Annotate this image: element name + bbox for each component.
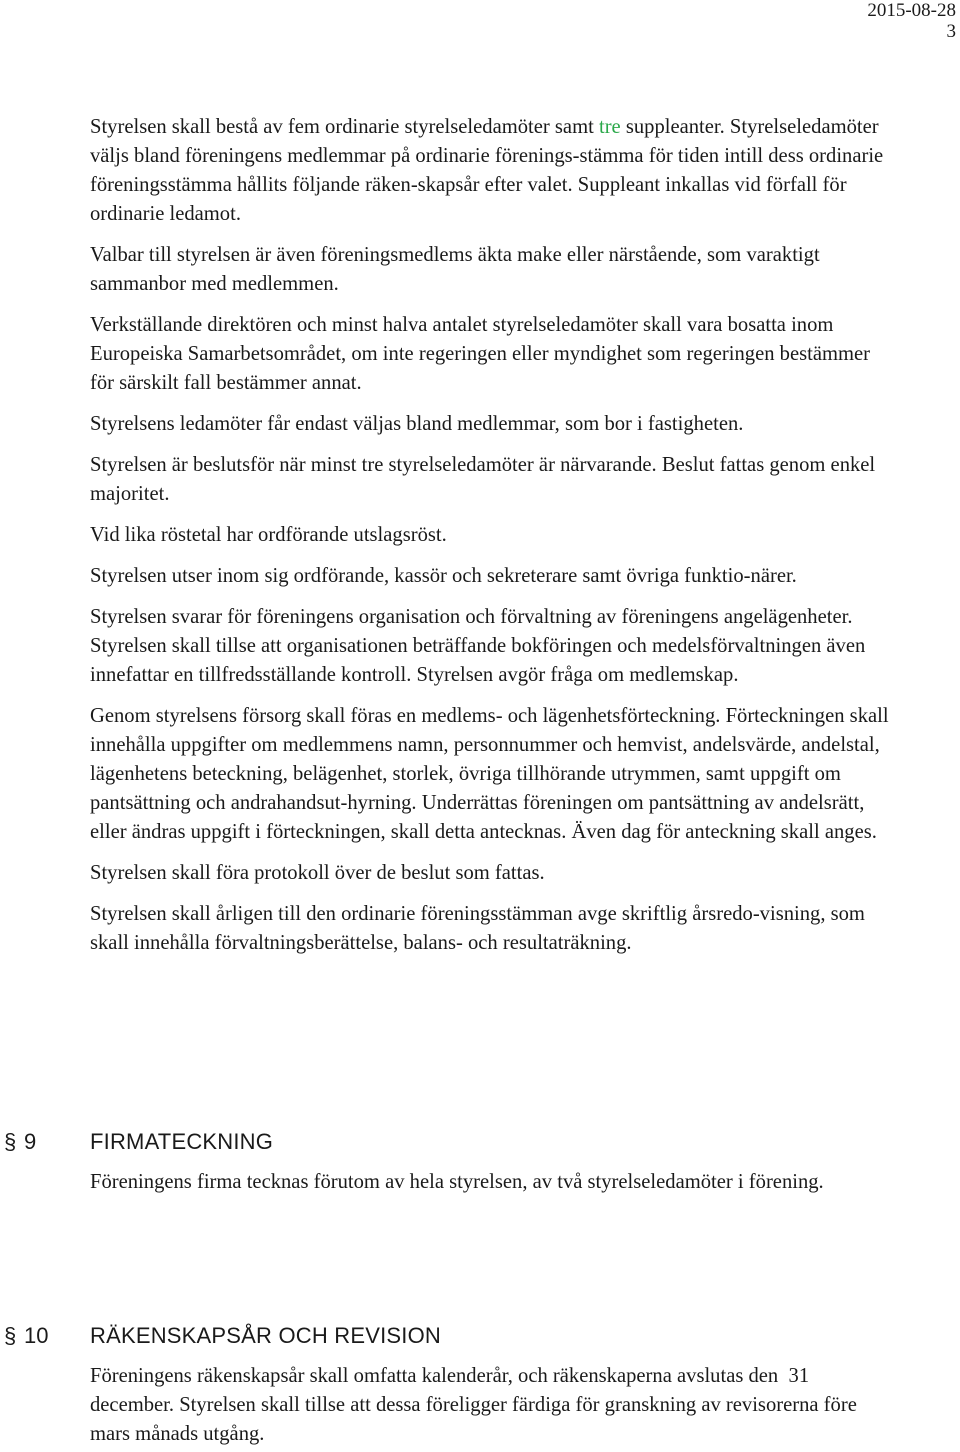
section-title: FIRMATECKNING [90,1129,274,1154]
section-symbol: § [4,1323,17,1348]
section-symbol: § [4,1129,17,1154]
paragraph-register: Genom styrelsens försorg skall föras en medlems- och lägenhetsförteckning. Förteckningen skall innehålla uppgifter om medlemmens namn, personnummer och hemvist, andelsvärde, andelstal, lägenhetens beteckning, belägenhet, storlek, övriga tillhörande utrymmen, samt uppgift om pantsättning och andrahandsut-hyrning. Underrättas föreningen om pantsättning av andelsrätt, eller ändras uppgift i förteckningen, skall detta antecknas. Även dag för anteckning skall anges. [90,705,889,843]
section-heading [0,1126,960,1160]
section-heading [0,1320,960,1354]
section-title: RÄKENSKAPSÅR OCH REVISION [90,1323,441,1348]
section-9 [0,1126,960,1197]
page-number: 3 [946,21,956,42]
section-10 [0,1320,960,1449]
paragraph-annual-report: Styrelsen skall årligen till den ordinarie föreningsstämman avge skriftlig årsredo-visning, som skall innehålla förvaltningsberättelse, balans- och resultaträkning. [90,903,865,954]
paragraph-residency: Verkställande direktören och minst halva antalet styrelseledamöter skall vara bosatta inom Europeiska Samarbetsområdet, om inte regeringen eller myndighet som regeringen bestämmer för särskilt fall bestämmer annat. [90,314,871,394]
paragraph-text: suppleanter. Styrelseledamöter väljs bland föreningens medlemmar på ordinarie förenings-stämma för tiden intill dess ordinarie föreningsstämma hållits följande räken-skapsår efter valet. Suppleant inkallas vid förfall för ordinarie ledamot. [90,116,884,225]
section-number: 9 [24,1129,37,1154]
section-body [90,1362,890,1449]
paragraph-board-composition [90,113,890,229]
document-body [90,113,890,970]
paragraph-officers: Styrelsen utser inom sig ordförande, kassör och sekreterare samt övriga funktio-närer. [90,565,797,587]
paragraph-quorum: Styrelsen är beslutsför när minst tre styrelseledamöter är närvarande. Beslut fattas genom enkel majoritet. [90,454,876,505]
paragraph-text: Styrelsen skall bestå av fem ordinarie styrelseledamöter samt [90,116,599,138]
section-paragraph: Föreningens firma tecknas förutom av hela styrelsen, av två styrelseledamöter i förening. [90,1171,824,1193]
section-paragraph: Föreningens räkenskapsår skall omfatta kalenderår, och räkenskaperna avslutas den 31 december. Styrelsen skall tillse att dessa föreligger färdiga för granskning av revisorerna före mars månads utgång. [90,1365,862,1445]
paragraph-members-only: Styrelsens ledamöter får endast väljas bland medlemmar, som bor i fastigheten. [90,413,744,435]
header-date: 2015-08-28 [867,0,956,21]
section-number: 10 [24,1323,49,1348]
paragraph-minutes: Styrelsen skall föra protokoll över de beslut som fattas. [90,862,545,884]
paragraph-casting-vote: Vid lika röstetal har ordförande utslagsröst. [90,524,447,546]
paragraph-eligibility: Valbar till styrelsen är även föreningsmedlems äkta make eller närstående, som varaktigt sammanbor med medlemmen. [90,244,820,295]
section-body [90,1168,890,1197]
highlighted-number: tre [598,116,621,138]
page-header [867,0,956,42]
paragraph-responsibility: Styrelsen svarar för föreningens organisation och förvaltning av föreningens angelägenheter. Styrelsen skall tillse att organisationen beträffande bokföringen och medelsförvaltningen även innefattar en tillfredsställande kontroll. Styrelsen avgör fråga om medlemskap. [90,606,866,686]
